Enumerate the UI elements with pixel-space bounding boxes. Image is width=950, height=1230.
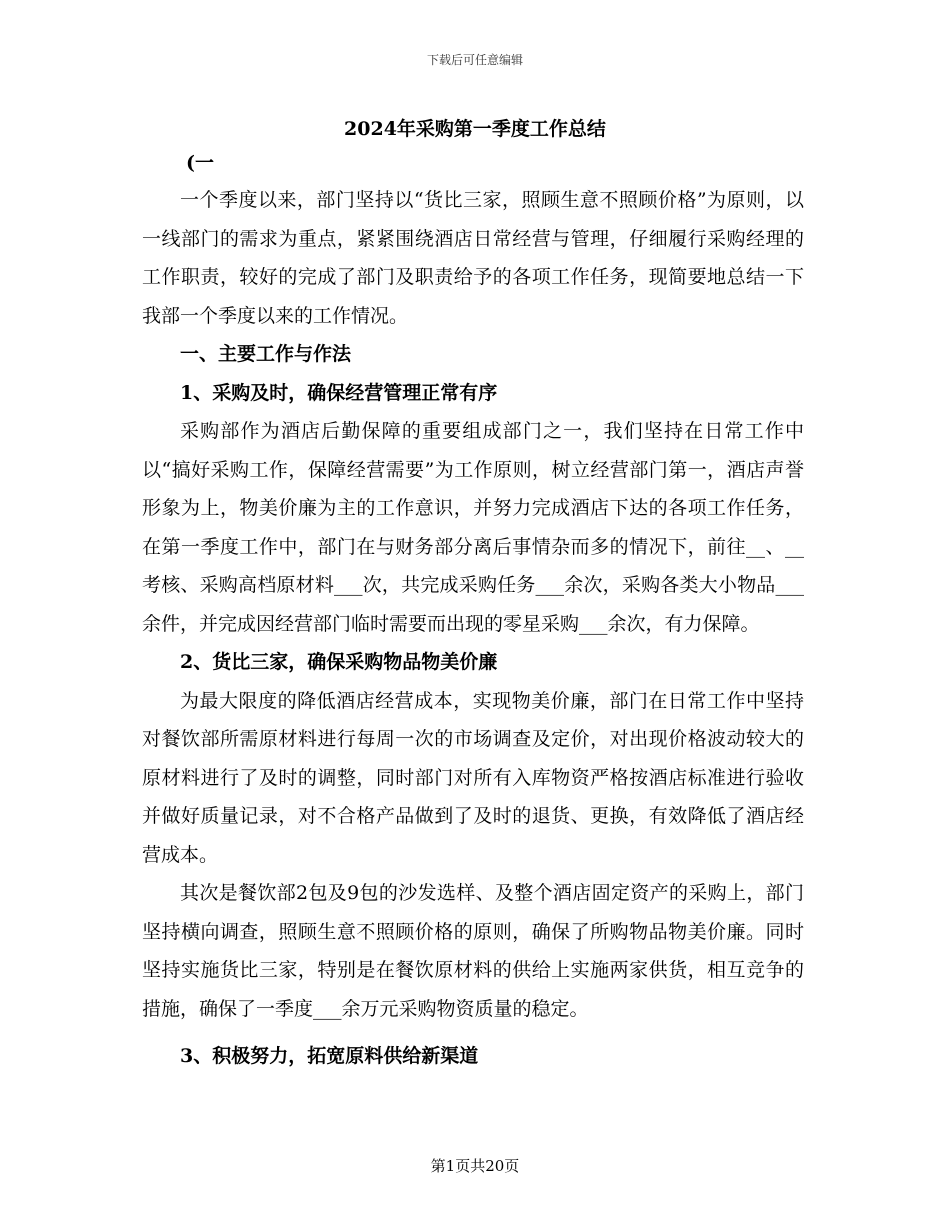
body-paragraph-2: 为最大限度的降低酒店经营成本，实现物美价廉，部门在日常工作中坚持对餐饮部所需原材料进行每周一次的市场调查及定价，对出现价格波动较大的原材料进行了及时的调整，同时部门对所有入库物资严格按酒店标准进行验收并做好质量记录，对不合格产品做到了及时的退货、更换，有效降低了酒店经营成本。 xyxy=(142,689,804,866)
subsection-heading-3: 3、积极努力，拓宽原料供给新渠道 xyxy=(180,1045,479,1067)
body-paragraph-1: 采购部作为酒店后勤保障的重要组成部门之一，我们坚持在日常工作中以“搞好采购工作，保障经营需要”为工作原则，树立经营部门第一，酒店声誉形象为上，物美价廉为主的工作意识，并努力完成酒店下达的各项工作任务，在第一季度工作中，部门在与财务部分离后事情杂而多的情况下，前往__、__考核、采购高档原材料___次，共完成采购任务___余次，采购各类大小物品___余件，并完成因经营部门临时需要而出现的零星采购___余次，有力保障。 xyxy=(142,420,804,635)
page-header-note: 下载后可任意编辑 xyxy=(426,53,523,67)
subsection-heading-2: 2、货比三家，确保采购物品物美价廉 xyxy=(180,651,498,673)
subsection-heading-1: 1、采购及时，确保经营管理正常有序 xyxy=(180,381,498,404)
intro-paragraph: 一个季度以来，部门坚持以“货比三家，照顾生意不照顾价格”为原则，以一线部门的需求为重点，紧紧围绕酒店日常经营与管理，仔细履行采购经理的工作职责，较好的完成了部门及职责给予的各项工作任务，现简要地总结一下我部一个季度以来的工作情况。 xyxy=(142,189,804,327)
body-paragraph-3: 其次是餐饮部2包及9包的沙发选样、及整个酒店固定资产的采购上，部门坚持横向调查，照顾生意不照顾价格的原则，确保了所购物品物美价廉。同时坚持实施货比三家，特别是在餐饮原材料的供给上实施两家供货，相互竞争的措施，确保了一季度___余万元采购物资质量的稳定。 xyxy=(142,882,804,1020)
document-title: 2024年采购第一季度工作总结 xyxy=(344,118,606,140)
section-marker: (一 xyxy=(186,152,214,174)
document-body xyxy=(142,181,804,1076)
page-number: 第1页共20页 xyxy=(430,1157,520,1175)
section-heading-main-work: 一、主要工作与作法 xyxy=(180,343,352,365)
